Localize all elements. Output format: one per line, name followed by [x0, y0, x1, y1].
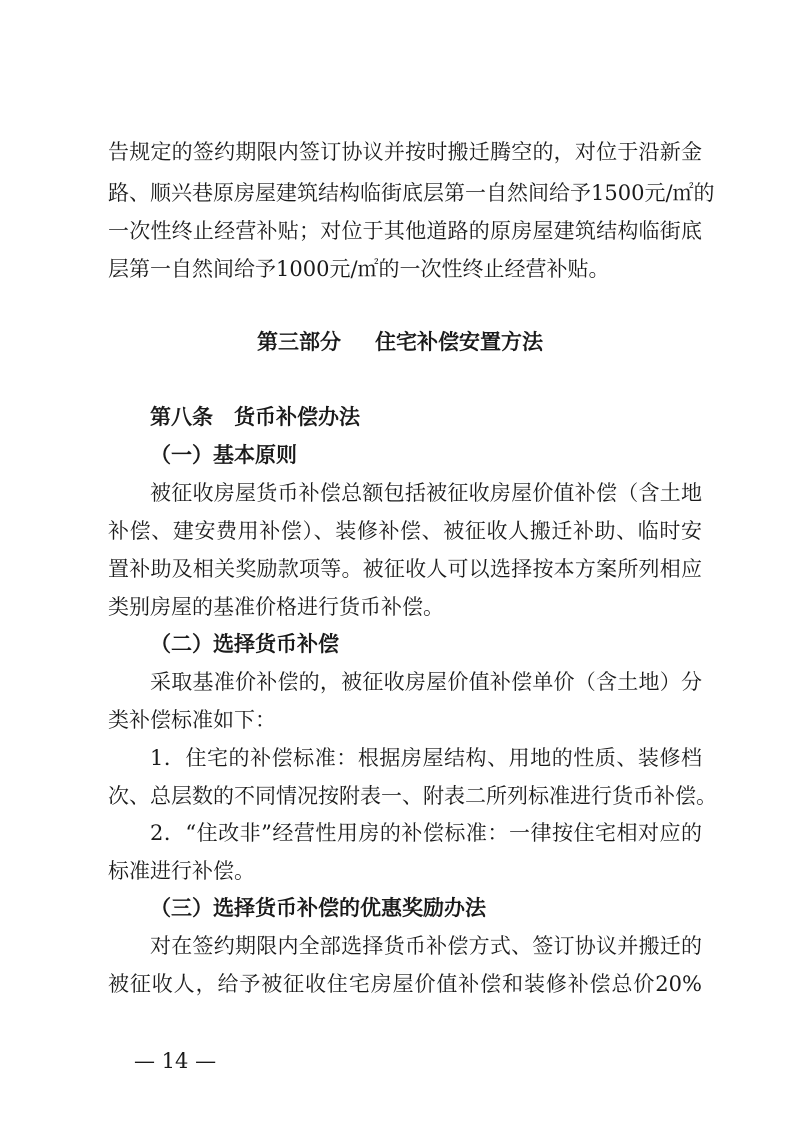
list-item-line: 次、总层数的不同情况按附表一、附表二所列标准进行货币补偿。 — [108, 784, 717, 808]
paragraph-line: 采取基准价补偿的，被征收房屋价值补偿单价（含土地）分 — [150, 670, 702, 694]
paragraph-line: 告规定的签约期限内签订协议并按时搬迁腾空的，对位于沿新金 — [108, 140, 702, 164]
section-title: （一）基本原则 — [150, 443, 297, 467]
paragraph-line: 路、顺兴巷原房屋建筑结构临街底层第一自然间给予1500元/㎡的 — [108, 181, 715, 205]
paragraph-line: 一次性终止经营补贴；对位于其他道路的原房屋建筑结构临街底 — [108, 219, 702, 243]
paragraph-line: 补偿、建安费用补偿）、装修补偿、被征收人搬迁补助、临时安 — [108, 519, 702, 543]
paragraph-line: 类补偿标准如下： — [108, 708, 276, 732]
page-number: — 14 — — [134, 1049, 217, 1073]
list-item-line: 标准进行补偿。 — [108, 859, 255, 883]
article-title: 第八条 货币补偿办法 — [150, 405, 360, 429]
list-item-line: 1．住宅的补偿标准：根据房屋结构、用地的性质、装修档 — [150, 746, 702, 770]
section-title: （三）选择货币补偿的优惠奖励办法 — [150, 896, 486, 920]
section-title: （二）选择货币补偿 — [150, 632, 339, 656]
paragraph-line: 对在签约期限内全部选择货币补偿方式、签订协议并搬迁的 — [150, 934, 702, 958]
paragraph-line: 置补助及相关奖励款项等。被征收人可以选择按本方案所列相应 — [108, 557, 702, 581]
part-title: 住宅补偿安置方法 — [375, 330, 543, 354]
paragraph-line: 层第一自然间给予1000元/㎡的一次性终止经营补贴。 — [108, 257, 610, 281]
part-heading — [0, 327, 800, 357]
part-number: 第三部分 — [257, 330, 341, 354]
paragraph-line: 类别房屋的基准价格进行货币补偿。 — [108, 595, 444, 619]
paragraph-line: 被征收房屋货币补偿总额包括被征收房屋价值补偿（含土地 — [150, 481, 702, 505]
list-item-line: 2．“住改非”经营性用房的补偿标准：一律按住宅相对应的 — [150, 821, 702, 845]
paragraph-line: 被征收人，给予被征收住宅房屋价值补偿和装修补偿总价20% — [108, 972, 702, 996]
